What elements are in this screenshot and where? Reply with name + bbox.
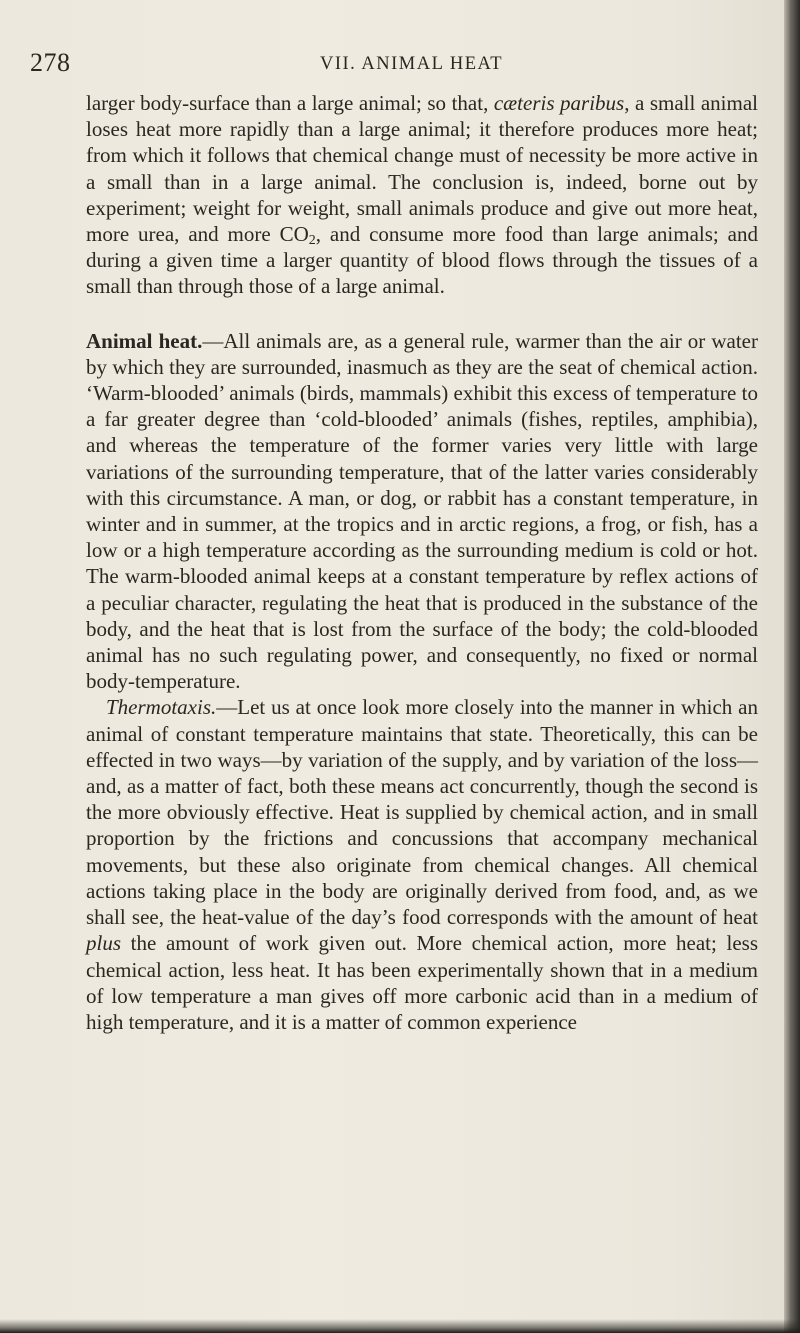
paragraph-text: the amount of work given out. More chemical action, more heat; less chemical action, less heat. It has been experimentally shown that in a medium of low temperature a man gives off more carbonic acid than in a medium of high temperature, and it is a matter of common experience [86,931,758,1034]
book-spine-edge [784,0,800,1333]
page-number: 278 [30,48,71,77]
paragraph-text: , a small animal loses heat more rapidly than a large animal; it therefore produces more heat; from which it follows that chemical change must of necessity be more active in a small than in a large animal. The conclusion is, indeed, borne out by experiment; weight for weight, small animals produce and give out more heat, more urea, and more CO [86,91,759,247]
paragraph-thermotaxis [86,694,758,1035]
paragraph-text: —All animals are, as a general rule, warmer than the air or water by which they are surrounded, inasmuch as they are the seat of chemical action. ‘Warm-blooded’ animals (birds, mammals) exhibit this excess of temperature to a far greater degree than ‘cold-blooded’ animals (fishes, reptiles, amphibia), and whereas the temperature of the former varies very little with large variations of the surrounding temperature, that of the latter varies considerably with this circumstance. A man, or dog, or rabbit has a constant temperature, in winter and in summer, at the tropics and in arctic regions, a frog, or fish, has a low or a high temperature according as the surrounding medium is cold or hot. The warm-blooded animal keeps at a constant temperature by reflex actions of a peculiar character, regulating the heat that is produced in the substance of the body, and the heat that is lost from the surface of the body; the cold-blooded animal has no such regulating power, and consequently, no fixed or normal body-temperature. [86,328,758,694]
subscript: 2 [308,233,316,249]
section-heading-thermotaxis: Thermotaxis. [106,695,217,720]
paragraph-animal-heat [86,328,758,695]
body-text [86,90,758,1035]
paragraph-text: —Let us at once look more closely into the manner in which an animal of constant temperature maintains that state. Theoretically, this can be effected in two ways—by variation of the supply, and by variation of the loss—and, as a matter of fact, both these means act concurrently, though the second is the more obviously effective. Heat is supplied by chemical action, and in small proportion by the frictions and concussions that accompany mechanical movements, but these also originate from chemical changes. All chemical actions taking place in the body are originally derived from food, and, as we shall see, the heat-value of the day’s food corresponds with the amount of heat [86,695,758,930]
paragraph-body-surface [86,90,758,300]
paragraph-text: larger body-surface than a large animal; so that, [86,91,494,115]
latin-phrase: cæteris paribus [493,91,625,115]
running-title: VII. ANIMAL HEAT [320,54,504,74]
page-bottom-shadow [0,1319,800,1333]
running-head [30,44,750,78]
paragraph-text: , and consume more food than large animals; and during a given time a larger quantity of blood flows through the tissues of a small than through those of a large animal. [86,222,758,299]
section-heading-animal-heat: Animal heat. [86,328,203,353]
italic-word: plus [86,931,122,956]
